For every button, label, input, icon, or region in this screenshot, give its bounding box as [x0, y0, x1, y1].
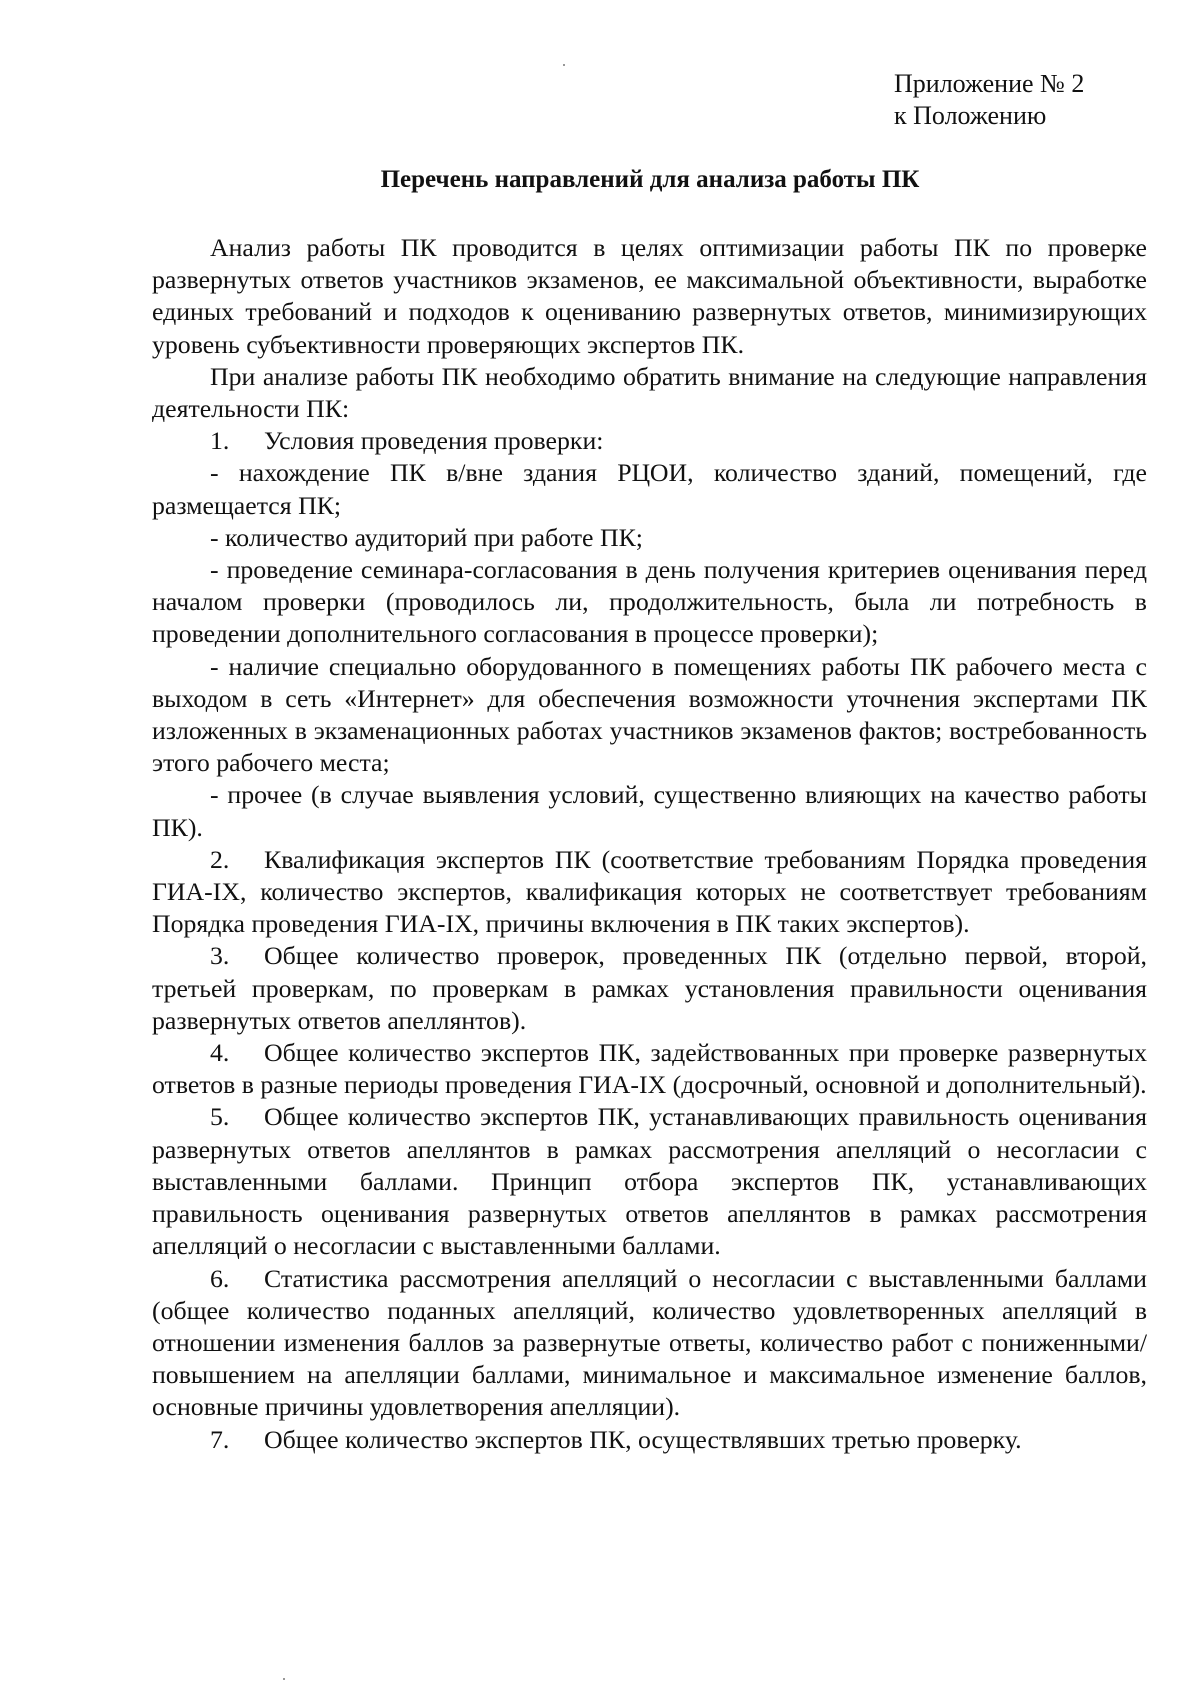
- directions-intro-paragraph: При анализе работы ПК необходимо обратить внимание на следующие направления деятельности ПК:: [152, 361, 1147, 424]
- list-item-text: Статистика рассмотрения апелляций о несогласии с выставленными баллами (общее количество поданных апелляций, количество удовлетворенных апелляций в отношении изменения баллов за развернутые ответы, количество работ с пониженными/повышением на апелляции баллами, минимальное и максимальное изменение баллов, основные причины удовлетворения апелляции).: [152, 1263, 1147, 1422]
- list-item-3: [152, 940, 1147, 1037]
- scan-speck: [563, 64, 565, 66]
- list-item-text: Общее количество проверок, проведенных ПК (отдельно первой, второй, третьей проверкам, по проверкам в рамках установления правильности оценивания развернутых ответов апеллянтов).: [152, 941, 1147, 1035]
- list-item-number: 7.: [210, 1424, 230, 1454]
- list-item-text: Общее количество экспертов ПК, устанавливающих правильность оценивания развернутых ответов апеллянтов в рамках рассмотрения апелляций о несогласии с выставленными баллами. Принцип отбора экспертов ПК, устанавливающих правильность оценивания развернутых ответов апеллянтов в рамках рассмотрения апелляций о несогласии с выставленными баллами.: [152, 1102, 1147, 1261]
- list-item-5: [152, 1101, 1147, 1262]
- list-item-text: Общее количество экспертов ПК, осуществлявших третью проверку.: [264, 1424, 1022, 1454]
- sub-item-seminar: - проведение семинара-согласования в день получения критериев оценивания перед началом проверки (проводилось ли, продолжительность, была ли потребность в проведении дополнительного согласования в процессе проверки);: [152, 555, 1147, 649]
- list-item-text: Общее количество экспертов ПК, задействованных при проверке развернутых ответов в разные периоды проведения ГИА-IX (досрочный, основной и дополнительный).: [152, 1038, 1147, 1100]
- document-title: Перечень направлений для анализа работы ПК: [380, 166, 920, 193]
- list-item-number: 3.: [210, 941, 230, 971]
- list-item-7: [152, 1424, 1147, 1456]
- list-item-text: Квалификация экспертов ПК (соответствие требованиям Порядка проведения ГИА-IX, количество экспертов, квалификация которых не соответствует требованиям Порядка проведения ГИА-IX, причины включения в ПК таких экспертов).: [152, 844, 1147, 939]
- sub-item-building: - нахождение ПК в/вне здания РЦОИ, количество зданий, помещений, где размещается ПК;: [152, 458, 1147, 520]
- list-item-6: [152, 1263, 1147, 1424]
- list-item-4: [152, 1037, 1147, 1101]
- appendix-reference: [894, 68, 1134, 132]
- list-item-2: [152, 844, 1147, 941]
- scan-speck: [283, 1678, 285, 1680]
- list-item-number: 2.: [210, 844, 230, 874]
- list-item-text: Условия проведения проверки:: [264, 426, 604, 456]
- list-item-1: [152, 425, 1147, 457]
- appendix-to-regulation: к Положению: [894, 101, 1047, 130]
- document-body: [152, 232, 1147, 1456]
- sub-item-workplace: - наличие специально оборудованного в помещениях работы ПК рабочего места с выходом в сеть «Интернет» для обеспечения возможности уточнения экспертами ПК изложенных в экзаменационных работах участников экзаменов фактов; востребованность этого рабочего места;: [152, 651, 1147, 778]
- appendix-number: Приложение № 2: [894, 69, 1085, 98]
- intro-paragraph: Анализ работы ПК проводится в целях оптимизации работы ПК по проверке развернутых ответов участников экзаменов, ее максимальной объективности, выработке единых требований и подходов к оцениванию развернутых ответов, минимизирующих уровень субъективности проверяющих экспертов ПК.: [152, 233, 1147, 359]
- list-item-number: 1.: [210, 426, 230, 456]
- list-item-number: 5.: [210, 1102, 230, 1132]
- sub-item-other: - прочее (в случае выявления условий, существенно влияющих на качество работы ПК).: [152, 780, 1147, 842]
- list-item-number: 4.: [210, 1038, 230, 1068]
- sub-item-auditoriums: - количество аудиторий при работе ПК;: [210, 522, 643, 552]
- list-item-number: 6.: [210, 1263, 230, 1293]
